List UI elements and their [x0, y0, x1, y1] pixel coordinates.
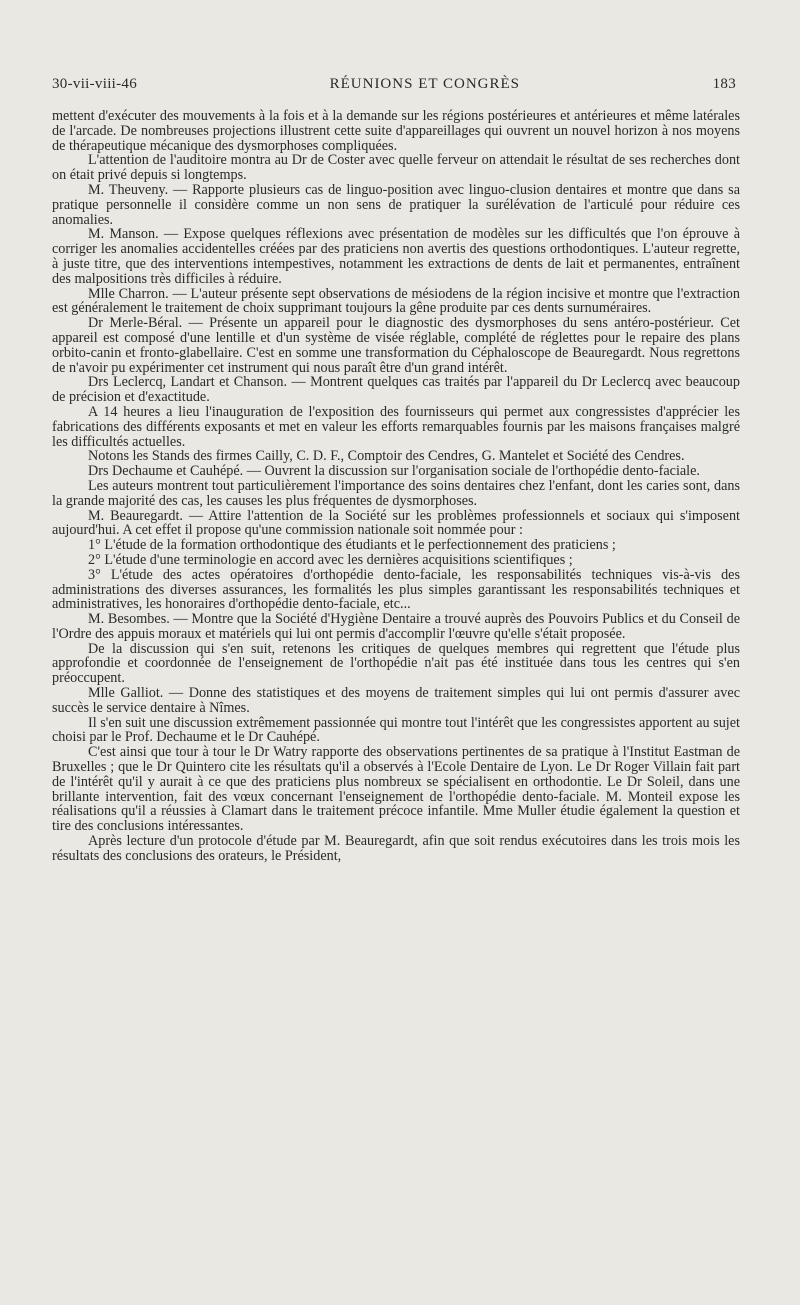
paragraph: M. Besombes. — Montre que la Société d'Hygiène Dentaire a trouvé auprès des Pouvoirs Publics et du Conseil de l'Ordre des appuis moraux et matériels qui lui ont permis d'accomplir l'œuvre qu'elle s'était proposée.	[52, 611, 740, 642]
paragraph: M. Manson. — Expose quelques réflexions avec présentation de modèles sur les difficultés que l'on éprouve à corriger les anomalies accidentelles créées par des praticiens non avertis des questions orthodontiques. L'auteur regrette, à juste titre, que des interventions intempestives, notamment les extractions de dents de lait et permanentes, entraînent des malpositions très difficiles à réduire.	[52, 226, 740, 287]
paragraph: L'attention de l'auditoire montra au Dr de Coster avec quelle ferveur on attendait le résultat de ses recherches dont on était privé depuis si longtemps.	[52, 152, 740, 184]
paragraph: Notons les Stands des firmes Cailly, C. D. F., Comptoir des Cendres, G. Mantelet et Société des Cendres.	[88, 448, 685, 465]
page-number: 183	[712, 76, 736, 92]
paragraph: De la discussion qui s'en suit, retenons les critiques de quelques membres qui regrettent que l'étude plus approfondie et coordonnée de l'enseignement de l'orthopédie n'ait pas été instituée dans tous les centres qui s'en préoccupent.	[52, 640, 740, 687]
paragraph: M. Beauregardt. — Attire l'attention de la Société sur les problèmes professionnels et sociaux qui s'imposent aujourd'hui. A cet effet il propose qu'une commission nationale soit nommée pour :	[52, 507, 740, 539]
header-date: 30-vii-viii-46	[52, 76, 138, 92]
paragraph: 1° L'étude de la formation orthodontique des étudiants et le perfectionnement des praticiens ;	[88, 537, 616, 554]
paragraph: Mlle Charron. — L'auteur présente sept observations de mésiodens de la région incisive et montre que l'extraction est généralement le traitement de choix supprimant toujours la gêne produite par ces dents surnuméraires.	[52, 285, 740, 317]
paragraph: Drs Leclercq, Landart et Chanson. — Montrent quelques cas traités par l'appareil du Dr Leclercq avec beaucoup de précision et d'exactitude.	[52, 374, 740, 406]
paragraph: Drs Dechaume et Cauhépé. — Ouvrent la discussion sur l'organisation sociale de l'orthopédie dento-faciale.	[88, 463, 700, 480]
paragraph: A 14 heures a lieu l'inauguration de l'exposition des fournisseurs qui permet aux congressistes d'apprécier les fabrications des différents exposants et met en valeur les efforts remarquables fournis par les maisons françaises malgré les difficultés actuelles.	[52, 403, 740, 450]
paragraph: Les auteurs montrent tout particulièrement l'importance des soins dentaires chez l'enfant, dont les caries sont, dans la grande majorité des cas, les causes les plus fréquentes de dysmorphoses.	[52, 477, 740, 509]
running-header	[52, 76, 736, 93]
body-text	[52, 109, 740, 864]
paragraph: 2° L'étude d'une terminologie en accord avec les dernières acquisitions scientifiques ;	[88, 551, 573, 568]
paragraph: M. Theuveny. — Rapporte plusieurs cas de linguo-position avec linguo-clusion dentaires et montre que dans sa pratique personnelle il considère comme un non sens de pratiquer la surélévation de l'articulé pour réduire ces anomalies.	[52, 181, 740, 228]
paragraph: Mlle Galliot. — Donne des statistiques et des moyens de traitement simples qui lui ont permis d'assurer avec succès le service dentaire à Nîmes.	[52, 685, 740, 716]
paragraph: Il s'en suit une discussion extrêmement passionnée qui montre tout l'intérêt que les congressistes apportent au sujet choisi par le Prof. Dechaume et le Dr Cauhépé.	[52, 714, 740, 746]
paragraph: Après lecture d'un protocole d'étude par M. Beauregardt, afin que soit rendus exécutoires dans les trois mois les résultats des conclusions des orateurs, le Président,	[52, 833, 740, 864]
paragraph: 3° L'étude des actes opératoires d'orthopédie dento-faciale, les responsabilités techniques vis-à-vis des administrations des diverses assurances, les formalités les plus simples garantissant les responsabilités techniques et administratives, les honoraires d'orthopédie dento-faciale, etc...	[52, 566, 740, 613]
paragraph: mettent d'exécuter des mouvements à la fois et à la demande sur les régions postérieures et antérieures et même latérales de l'arcade. De nombreuses projections illustrent cette suite d'appareillages qui ouvrent un nouvel horizon à nos moyens de thérapeutique mécanique des dysmorphoses compliquées.	[52, 108, 740, 154]
header-title: RÉUNIONS ET CONGRÈS	[329, 76, 521, 92]
paragraph: Dr Merle-Béral. — Présente un appareil pour le diagnostic des dysmorphoses du sens antéro-postérieur. Cet appareil est composé d'une lentille et d'un système de visée réglable, complété de réglettes pour le repaire des plans orbito-canin et fronto-glabellaire. C'est en somme une transformation du Céphaloscope de Beauregardt. Nous regrettons de n'avoir pu expérimenter cet instrument qui nous paraît être d'un grand intérêt.	[52, 315, 740, 376]
paragraph: C'est ainsi que tour à tour le Dr Watry rapporte des observations pertinentes de sa pratique à l'Institut Eastman de Bruxelles ; que le Dr Quintero cite les résultats qu'il a observés à l'Ecole Dentaire de Lyon. Le Dr Roger Villain fait part de l'intérêt qu'il y aurait à ce que des praticiens plus nombreux se spécialisent en orthodontie. Le Dr Soleil, dans une brillante intervention, fait des vœux concernant l'enseignement de l'orthopédie dento-faciale. M. Monteil expose les réalisations qu'il a réussies à Clamart dans le traitement précoce infantile. Mme Muller étudie également la question et tire des conclusions intéressantes.	[52, 744, 740, 835]
